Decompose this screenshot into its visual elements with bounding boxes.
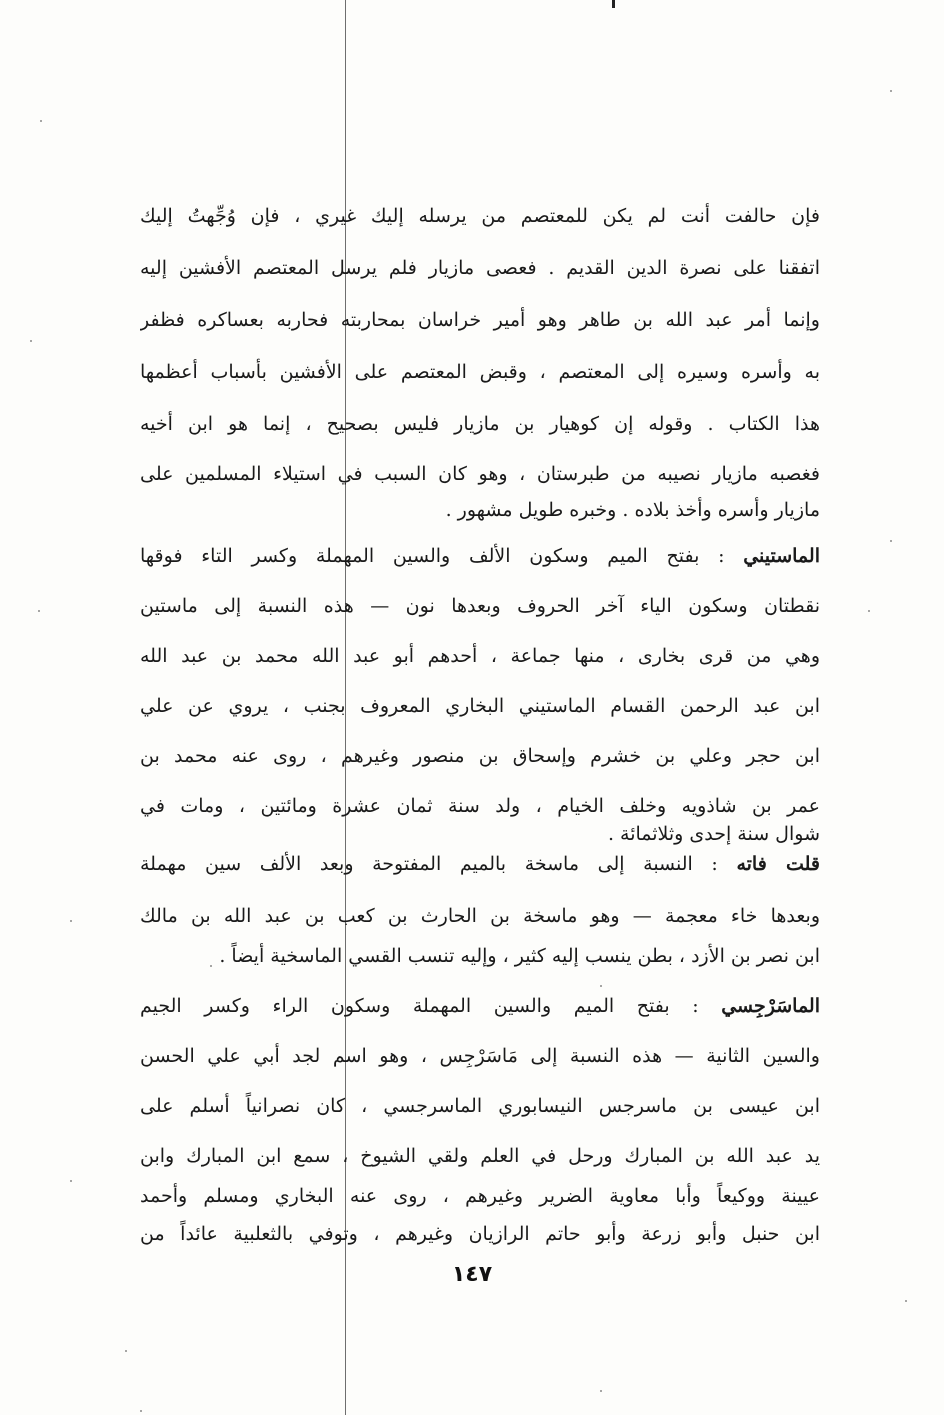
entry-headword: الماسَرْجِسي — [721, 995, 820, 1017]
text-line — [140, 490, 820, 530]
scan-speck — [140, 1410, 142, 1412]
line-text: عيينة ووكيعاً وأبا معاوية الضرير وغيرهم ، روى عنه البخاري ومسلم وأحمد — [140, 1185, 820, 1207]
text-line — [140, 1036, 820, 1076]
entry-headword: الماستيني — [743, 545, 820, 567]
line-text: فغصبه مازيار نصيبه من طبرستان ، وهو كان السبب في استيلاء المسلمين على — [140, 463, 820, 485]
scan-speck — [70, 1180, 72, 1182]
line-text: مازيار وأسره وأخذ بلاده . وخبره طويل مشهور . — [445, 499, 820, 521]
scan-speck — [40, 120, 42, 122]
text-line — [140, 586, 820, 626]
scan-speck — [210, 965, 212, 967]
scan-speck — [890, 540, 892, 542]
text-line — [140, 1086, 820, 1126]
scan-speck — [600, 985, 602, 987]
scan-speck — [38, 610, 40, 612]
text-line — [140, 1136, 820, 1176]
scan-speck — [30, 340, 32, 342]
text-line — [140, 844, 820, 884]
line-text: : النسبة إلى ماسخة بالميم المفتوحة وبعد الألف سين مهملة — [140, 853, 737, 875]
scan-speck — [905, 1300, 907, 1302]
scan-speck — [125, 1350, 127, 1352]
text-line — [140, 454, 820, 494]
line-text: والسين الثانية — هذه النسبة إلى مَاسَرْجِس ، وهو اسم لجد أبي علي الحسن — [140, 1045, 820, 1067]
entry-headword: قلت فاته — [736, 853, 820, 875]
text-line — [140, 636, 820, 676]
line-text: وإنما أمر عبد الله بن طاهر وهو أمير خراسان بمحاربته فحاربه بعساكره فظفر — [140, 309, 820, 331]
text-line — [140, 536, 820, 576]
line-text: عمر بن شاذويه وخلف الخيام ، ولد سنة ثمان عشرة ومائتين ، ومات في — [140, 795, 820, 817]
line-text: ابن حنبل وأبو زرعة وأبو حاتم الرازيان وغيرهم ، وتوفي بالثعلبية عائداً من — [140, 1223, 820, 1245]
line-text: فإن حالفت أنت لم يكن للمعتصم من يرسله إليك غيري ، فإن وُجِّهتُ إليك — [140, 205, 820, 227]
text-line — [140, 1176, 820, 1216]
line-text: شوال سنة إحدى وثلاثمائة . — [607, 823, 820, 845]
line-text: ابن عبد الرحمن القسام الماستيني البخاري المعروف بجنب ، يروي عن علي — [140, 695, 820, 717]
text-line — [140, 1214, 820, 1254]
text-line — [140, 196, 820, 236]
text-line — [140, 300, 820, 340]
line-text: ابن عيسى بن ماسرجس النيسابوري الماسرجسي ، كان نصرانياً أسلم على — [140, 1095, 820, 1117]
line-text: : بفتح الميم والسين المهملة وسكون الراء وكسر الجيم — [140, 995, 722, 1017]
text-line — [140, 352, 820, 392]
line-text: هذا الكتاب . وقوله إن كوهيار بن مازيار فليس بصحيح ، إنما هو ابن أخيه — [140, 413, 820, 435]
text-line — [140, 686, 820, 726]
line-text: به وأسره وسيره إلى المعتصم ، وقبض المعتصم على الأفشين بأسباب أعظمها — [140, 361, 820, 383]
line-text: ابن حجر وعلي بن خشرم وإسحاق بن منصور وغيرهم ، روى عنه محمد بن — [140, 745, 820, 767]
text-line — [140, 936, 820, 976]
line-text: ابن نصر بن الأزد ، بطن ينسب إليه كثير ، وإليه تنسب القسي الماسخية أيضاً . — [219, 945, 820, 967]
scan-speck — [868, 610, 870, 612]
line-text: : بفتح الميم وسكون الألف والسين المهملة وكسر التاء فوقها — [140, 545, 744, 567]
text-line — [140, 896, 820, 936]
line-text: اتفقنا على نصرة الدين القديم . فعصى مازيار فلم يرسل المعتصم الأفشين إليه — [140, 257, 820, 279]
line-text: وبعدها خاء معجمة — وهو ماسخة بن الحارث بن كعب بن عبد الله بن مالك — [140, 905, 820, 927]
text-line — [140, 248, 820, 288]
line-text: نقطتان وسكون الياء آخر الحروف وبعدها نون — هذه النسبة إلى ماستين — [140, 595, 820, 617]
scan-speck — [600, 1390, 602, 1392]
text-line — [140, 736, 820, 776]
text-line — [140, 404, 820, 444]
line-text: يد عبد الله بن المبارك ورحل في العلم ولقي الشيوخ ، سمع ابن المبارك وابن — [140, 1145, 820, 1167]
scan-speck — [70, 920, 72, 922]
line-text: وهي من قرى بخارى ، منها جماعة ، أحدهم أبو عبد الله محمد بن عبد الله — [140, 645, 820, 667]
text-line — [140, 986, 820, 1026]
top-ink-mark — [612, 0, 615, 8]
scan-speck — [890, 90, 892, 92]
page-number: ١٤٧ — [451, 1262, 493, 1287]
